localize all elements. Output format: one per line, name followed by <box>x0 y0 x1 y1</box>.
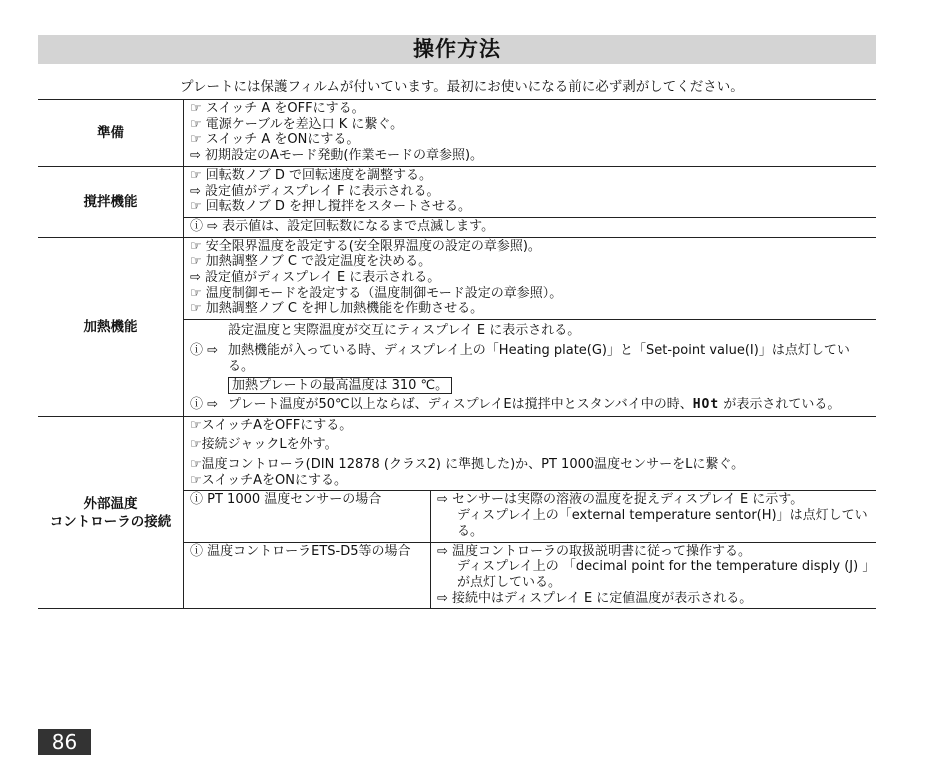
page-number: 86 <box>38 729 91 755</box>
operation-table <box>38 99 876 609</box>
section-content-heat <box>184 237 877 320</box>
section-label-prep: 準備 <box>38 100 184 167</box>
section-prep <box>38 100 876 167</box>
step-line: ☞ 加熱調整ノブ C で設定温度を決める。 <box>190 254 432 270</box>
section-stir <box>38 166 876 217</box>
step-line: ☞ 回転数ノブ D を押し撹拌をスタートさせる。 <box>190 199 472 215</box>
ext-case-pt1000: ⓘ PT 1000 温度センサーの場合 <box>184 491 431 542</box>
step-line: ⇨ センサーは実際の溶液の温度を捉えディスプレイ E に示す。 <box>437 492 804 508</box>
step-line: ☞温度コントローラ(DIN 12878 (クラス2) に準拠した)か、PT 1000温度センサーをLに繋ぐ。 <box>190 457 745 473</box>
step-line: ☞ 安全限界温度を設定する(安全限界温度の設定の章参照)。 <box>190 238 541 254</box>
step-line: ⇨ 設定値がディスプレイ F に表示される。 <box>190 183 440 199</box>
ext-row-pt1000 <box>184 491 876 542</box>
step-line: ☞ スイッチ A をOFFにする。 <box>190 101 365 116</box>
step-line: ディスプレイ上の 「decimal point for the temperature disply (J) 」が点灯している。 <box>457 559 869 590</box>
note-line: ⓘ ⇨ プレート温度が50℃以上ならば、ディスプレイEは撹拌中とスタンバイ中の時、HOt が表示されている。 <box>190 396 841 412</box>
section-content-ext <box>184 416 877 609</box>
section-ext <box>38 416 876 609</box>
info-arrow-icon: ⓘ ⇨ <box>190 342 219 358</box>
section-label-heat: 加熱機能 <box>38 237 184 416</box>
section-heat <box>38 237 876 320</box>
section-label-stir: 撹拌機能 <box>38 166 184 237</box>
step-line: ☞スイッチAをOFFにする。 <box>190 417 353 433</box>
step-line: ☞ 回転数ノブ D で回転速度を調整する。 <box>190 167 433 183</box>
page-title: 操作方法 <box>38 35 876 64</box>
info-arrow-icon: ⓘ ⇨ <box>190 396 219 412</box>
note-line: ⓘ ⇨ 加熱機能が入っている時、ディスプレイ上の「Heating plate(G)」と「Set-point value(I)」は点灯している。 <box>190 342 850 374</box>
step-line: ☞スイッチAをONにする。 <box>190 472 347 488</box>
step-line: ⇨ 設定値がディスプレイ E に表示される。 <box>190 270 441 286</box>
step-line: ☞ 電源ケーブルを差込口 K に繋ぐ。 <box>190 116 404 132</box>
step-line: ☞ 加熱調整ノブ C を押し加熱機能を作動させる。 <box>190 301 484 317</box>
ext-case-controller: ⓘ 温度コントローラETS-D5等の場合 <box>184 542 431 608</box>
section-content-stir <box>184 166 877 217</box>
intro-text: プレートには保護フィルムが付いています。最初にお使いになる前に必ず剥がしてください。 <box>180 79 744 95</box>
max-temp-box: 加熱プレートの最高温度は 310 ℃。 <box>228 377 452 394</box>
step-line: ☞ スイッチ A をONにする。 <box>190 132 360 148</box>
hot-display-symbol: HOt <box>692 396 720 412</box>
section-content-prep <box>184 100 877 167</box>
step-line: ⇨ 接続中はディスプレイ E に定値温度が表示される。 <box>437 590 753 606</box>
ext-sensor-table <box>184 490 876 608</box>
step-line: ☞ 温度制御モードを設定する（温度制御モード設定の章参照）。 <box>190 285 563 301</box>
ext-row-controller <box>184 542 876 608</box>
step-line: ⇨ 初期設定のAモード発動(作業モードの章参照)。 <box>190 148 484 164</box>
step-line: ☞接続ジャックLを外す。 <box>190 437 338 453</box>
step-line: ⇨ 温度コントローラの取扱説明書に従って操作する。 <box>437 543 752 559</box>
section-label-ext: 外部温度 コントローラの接続 <box>38 416 184 609</box>
step-line: ディスプレイ上の「external temperature sentor(H)」は点灯している。 <box>457 508 868 539</box>
note-line: ⓘ ⇨ 表示値は、設定回転数になるまで点滅します。 <box>190 218 495 234</box>
note-line: 設定温度と実際温度が交互にティスプレイ E に表示される。 <box>228 323 581 339</box>
